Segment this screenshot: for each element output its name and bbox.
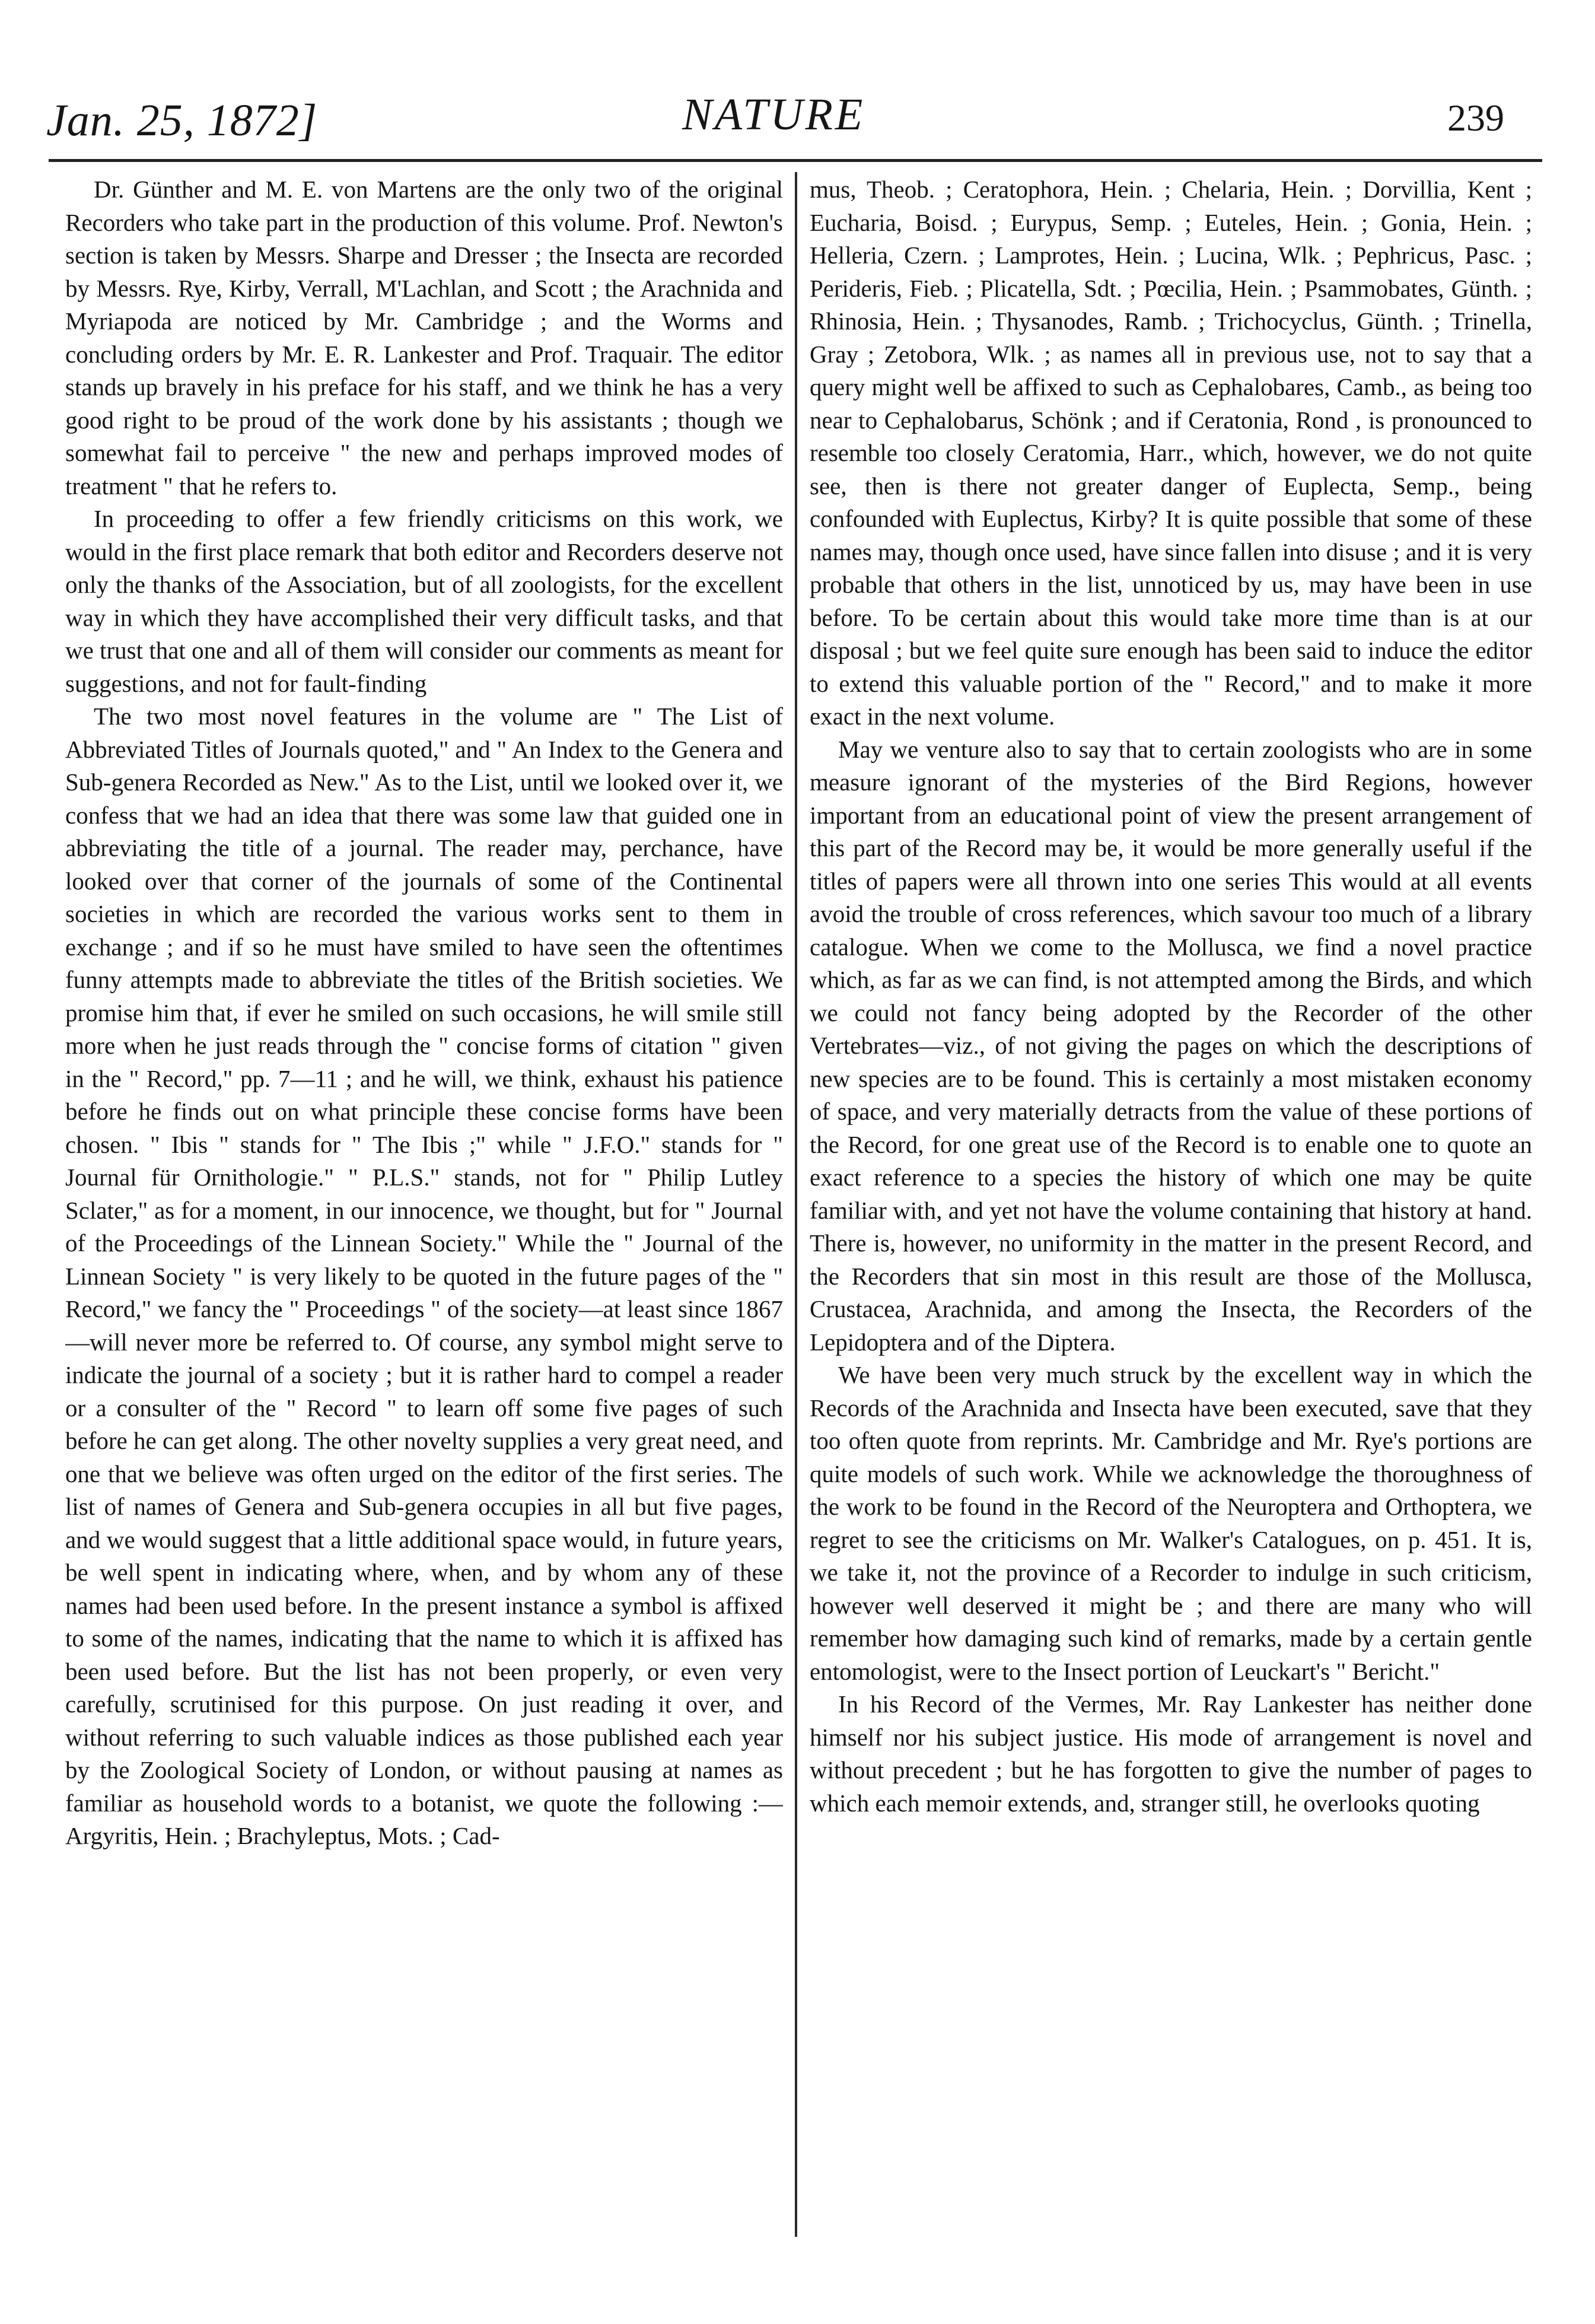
paragraph: Dr. Günther and M. E. von Martens are the only two of the original Recorders who take part in the production of this volume. Prof. Newton's section is taken by Messrs. Sharpe and Dresser ; the Insecta are recorded by Messrs. Rye, Kirby, Verrall, M'Lachlan, and Scott ; the Arachnida and Myriapoda are noticed by Mr. Cambridge ; and the Worms and concluding orders by Mr. E. R. Lankester and Prof. Traquair. The editor stands up bravely in his preface for his staff, and we think he has a very good right to be proud of the work done by his assistants ; though we somewhat fail to perceive " the new and perhaps improved modes of treatment " that he refers to. [65, 176, 783, 500]
column-divider [795, 172, 797, 2237]
page-header [0, 0, 1595, 178]
journal-title: NATURE [682, 90, 865, 139]
paragraph: We have been very much struck by the excellent way in which the Records of the Arachnida and Insecta have been executed, save that they too often quote from reprints. Mr. Cambridge and Mr. Rye's portions are quite models of such work. While we acknowledge the thoroughness of the work to be found in the Record of the Neuroptera and Orthoptera, we regret to see the criticisms on Mr. Walker's Catalogues, on p. 451. It is, we take it, not the province of a Recorder to indulge in such criticism, however well deserved it might be ; and there are many who will remember how damaging such kind of remarks, made by a certain gentle entomologist, were to the Insect portion of Leuckart's " Bericht." [810, 1361, 1532, 1685]
right-column [810, 173, 1532, 2262]
paragraph: May we venture also to say that to certain zoologists who are in some measure ignorant of the mysteries of the Bird Regions, however important from an educational point of view the present arrangement of this part of the Record may be, it would be more generally useful if the titles of papers were all thrown into one series This would at all events avoid the trouble of cross references, which savour too much of a library catalogue. When we come to the Mollusca, we find a novel practice which, as far as we can find, is not attempted among the Birds, and which we could not fancy being adopted by the Recorder of the other Vertebrates—viz., of not giving the pages on which the descriptions of new species are to be found. This is certainly a most mistaken economy of space, and very materially detracts from the value of these portions of the Record, for one great use of the Record is to enable one to quote an exact reference to a species the history of which one may be quite familiar with, and yet not have the volume containing that history at hand. There is, however, no uniformity in the matter in the present Record, and the Recorders that sin most in this result are those of the Mollusca, Crustacea, Arachnida, and among the Insecta, the Recorders of the Lepidoptera and of the Diptera. [810, 735, 1532, 1356]
paragraph: The two most novel features in the volume are " The List of Abbreviated Titles of Journals quoted," and " An Index to the Genera and Sub-genera Recorded as New." As to the List, until we looked over it, we confess that we had an idea that there was some law that guided one in abbreviating the title of a journal. The reader may, perchance, have looked over that corner of the journals of some of the Continental societies in which are recorded the various works sent to them in exchange ; and if so he must have smiled to have seen the oftentimes funny attempts made to abbreviate the titles of the British societies. We promise him that, if ever he smiled on such occasions, he will smile still more when he just reads through the " concise forms of citation " given in the " Record," pp. 7—11 ; and he will, we think, exhaust his patience before he finds out on what principle these concise forms have been chosen. " Ibis " stands for " The Ibis ;" while " J.F.O." stands for " Journal für Ornithologie." " P.L.S." stands, not for " Philip Lutley Sclater," as for a moment, in our innocence, we thought, but for " Journal of the Proceedings of the Linnean Society." While the " Journal of the Linnean Society " is very likely to be quoted in the future pages of the " Record," we fancy the " Proceedings " of the society—at least since 1867—will never more be referred to. Of course, any symbol might serve to indicate the journal of a society ; but it is rather hard to compel a reader or a consulter of the " Record " to learn off some five pages of such before he can get along. The other novelty supplies a very great need, and one that we believe was often urged on the editor of the first series. The list of names of Genera and Sub-genera occupies in all but five pages, and we would suggest that a little additional space would, in future years, be well spent in indicating where, when, and by whom any of these names had been used before. In the present instance a symbol is affixed to some of the names, indicating that the name to which it is affixed has been used before. But the list has not been properly, or even very carefully, scrutinised for this purpose. On just reading it over, and without referring to such valuable indices as those published each year by the Zoological Society of London, or without pausing at names as familiar as household words to a botanist, we quote the following :—Argyritis, Hein. ; Brachyleptus, Mots. ; Cad- [65, 702, 783, 1849]
paragraph-continued: mus, Theob. ; Ceratophora, Hein. ; Chelaria, Hein. ; Dorvillia, Kent ; Eucharia, Boisd. ; Eurypus, Semp. ; Euteles, Hein. ; Gonia, Hein. ; Helleria, Czern. ; Lamprotes, Hein. ; Lucina, Wlk. ; Pephricus, Pasc. ; Perideris, Fieb. ; Plicatella, Sdt. ; Pœcilia, Hein. ; Psammobates, Günth. ; Rhinosia, Hein. ; Thysanodes, Ramb. ; Trichocyclus, Günth. ; Trinella, Gray ; Zetobora, Wlk. ; as names all in previous use, not to say that a query might well be affixed to such as Cephalobares, Camb., as being too near to Cephalobarus, Schönk ; and if Ceratonia, Rond , is pronounced to resemble too closely Ceratomia, Harr., which, however, we do not quite see, then is there not greater danger of Euplecta, Semp., being confounded with Euplectus, Kirby? It is quite possible that some of these names may, though once used, have since fallen into disuse ; and it is very probable that others in the list, unnoticed by us, may have been in use before. To be certain about this would take more time than is at our disposal ; but we feel quite sure enough has been said to induce the editor to extend this valuable portion of the " Record," and to make it more exact in the next volume. [810, 176, 1532, 730]
left-column [65, 173, 783, 2262]
paragraph: In his Record of the Vermes, Mr. Ray Lankester has neither done himself nor his subject justice. His mode of arrangement is novel and without precedent ; but he has forgotten to give the number of pages to which each memoir extends, and, stranger still, he overlooks quoting [810, 1690, 1532, 1817]
issue-date: Jan. 25, 1872] [46, 96, 318, 145]
header-rule [49, 159, 1542, 162]
page-number: 239 [1447, 97, 1504, 139]
paragraph: In proceeding to offer a few friendly criticisms on this work, we would in the first place remark that both editor and Recorders deserve not only the thanks of the Association, but of all zoologists, for the excellent way in which they have accomplished their very difficult tasks, and that we trust that one and all of them will consider our comments as meant for suggestions, and not for fault-finding [65, 505, 783, 697]
